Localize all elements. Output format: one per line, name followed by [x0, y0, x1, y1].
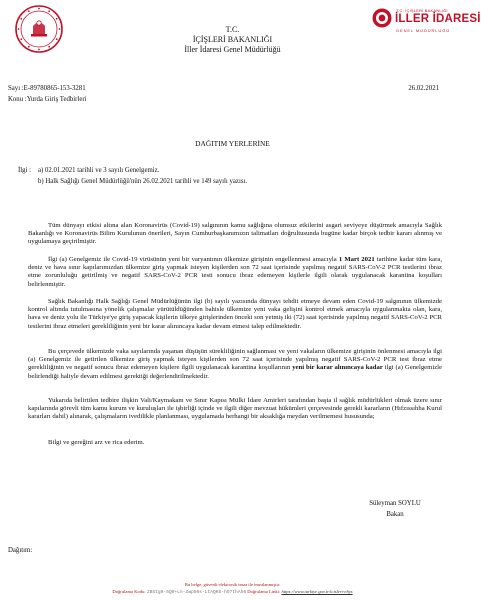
- signatory-title: Bakan: [386, 511, 404, 518]
- footer-verification-code: 2BStg9-5Q0+Ln-Zwp50s-LtAQK6-hO7thAh6: [146, 590, 247, 595]
- distribution-label: Dağıtım:: [8, 547, 33, 554]
- body-paragraph-2-text-a: İlgi (a) Genelgemiz ile Covid-19 virüsünün yeni bir varyantının ülkemize girişinin engellenmesi amacıyla: [48, 256, 339, 263]
- body-paragraph-2-date: 1 Mart 2021: [338, 256, 375, 263]
- body-paragraph-6: [28, 439, 442, 447]
- document-number: Sayı :E-89780865-153-3281: [8, 85, 86, 92]
- body-paragraph-4-emphasis: yeni bir karar alınıncaya kadar: [292, 364, 383, 372]
- reference-label: İlgi :: [18, 167, 32, 174]
- body-paragraph-5-text: Yukarıda belirtilen tedbire ilişkin Vali/Kaymakam ve Sınır Kapısı Mülki İdare Amirleri tarafından başta il sağlık müdürlükleri olmak üzere sınır kapılarında görevli tüm kamu kurum ve kuruluşları ile işbirliği içinde ve ilgili diğer mevzuat hükümleri çerçevesinde gerekli kararların (Hıfzıssıhha Kurul kararları dahil) alınarak, çalışmaların ivedilikle planlanması, uygulamada herhangi bir aksaklığa meydan verilmemesi hususunda;: [28, 397, 442, 421]
- body-paragraph-3-text: Sağlık Bakanlığı Halk Sağlığı Genel Müdürlüğünün ilgi (b) sayılı yazısında dünyayı tehdit etmeye devam eden Covid-19 salgınının ülkemizde kontrol altında tutulmasına yönelik çalışmalar yürütüldüğünden bahisle ülkemize yeni vaka gelişini kontrol etmek amacıyla uygulanmakta olan, kara, hava ve deniz yolu ile Türkiye'ye giriş yapacak kişilerin ülkeye girişlerinden önceki son yetmiş iki (72) saat içerisinde yapılmış negatif SARS-CoV-2 PCR testlerini ibraz etmeleri gerekliliğinin yeni bir karar alınıncaya kadar devam etmesi talep edilmektedir.: [28, 298, 442, 330]
- header-tc: T.C.: [225, 25, 240, 34]
- document-date: 26.02.2021: [408, 85, 439, 92]
- body-paragraph-2-text-b: tarihine kadar tüm kara, deniz ve hava sınır kapılarımızdan ülkemize giriş yapmak isteyen kişilerden son 72 saat içerisinde yapılmış negatif SARS-CoV-2 PCR testlerini ibraz etme zorunluluğu getirilmiş ve negatif SARS-CoV-2 PCR testi sonucu ibraz edemeyen kişilerle ilgili olarak uygulanacak karantina koşulları belirlenmiştir.: [28, 256, 442, 288]
- body-paragraph-1: [28, 222, 442, 247]
- body-paragraph-5: [28, 397, 442, 422]
- signatory-name: Süleyman SOYLU: [369, 500, 421, 507]
- logo-main-text: İLLER İDARESİ: [395, 13, 481, 25]
- footer-code-label: Doğrulama Kodu:: [112, 589, 147, 594]
- document-subject: Konu :Yurda Giriş Tedbirleri: [8, 96, 87, 103]
- body-paragraph-4: [28, 348, 442, 381]
- footer-esign-note: Bu belge, güvenli elektronik imza ile imzalanmıştır.: [184, 582, 281, 587]
- footer-link-label: Doğrulama Linki:: [246, 589, 282, 594]
- body-paragraph-4-text-b: ilgi (a) Genelgemizle belirlendiği haliyle devam edilmesi gerektiği değerlendirilmektedir.: [28, 364, 442, 380]
- logo-top-text: T.C. İÇİŞLERİ BAKANLIĞI: [396, 8, 448, 13]
- reference-a: a) 02.01.2021 tarihli ve 3 sayılı Genelgemiz.: [38, 167, 160, 174]
- body-paragraph-4-text-a: Bu çerçevede ülkemizde vaka sayılarında yaşanan düşüşün sürekliliğinin sağlanması ve yeni vakaların ülkemize girişinin önlenmesi amacıyla ilgi (a) Genelgemiz ile getirilen ülkemize giriş yapmak isteyen kişilerden son 72 saat içerisinde yapılmış negatif SARS-CoV-2 PCR test ibraz etme gerekliliğinin ve negatif sonucu ibraz edemeyen kişilere ilgili uygulanacak karantina koşullarının: [28, 348, 442, 372]
- body-paragraph-3: [28, 298, 442, 331]
- body-paragraph-1-text: Tüm dünyayı etkisi altına alan Koronavirüs (Covid-19) salgınının kamu sağlığına olumsuz etkilerini asgari seviyeye düşürmek amacıyla Sağlık Bakanlığı ve Koronavirüs Bilim Kurulunun önerileri, Sayın Cumhurbaşkanımızın talimatları doğrultusunda bugüne kadar birçok tedbir kararı alınmış ve uygulamaya geçirilmiştir.: [28, 222, 442, 246]
- reference-b: b) Halk Sağlığı Genel Müdürlüğü'nün 26.02.2021 tarihli ve 149 sayılı yazısı.: [38, 178, 248, 185]
- header-ministry: İÇİŞLERİ BAKANLIĞI: [192, 35, 273, 44]
- body-paragraph-2: [28, 256, 442, 289]
- header-directorate: İller İdaresi Genel Müdürlüğü: [184, 45, 281, 54]
- distribution-heading: DAĞITIM YERLERİNE: [195, 139, 270, 148]
- footer-verification: [0, 589, 465, 595]
- footer-verification-link[interactable]: https://www.turkiye.gov.tr/icisleri-ebys: [281, 589, 353, 594]
- logo-bottom-text: GENEL MÜDÜRLÜĞÜ: [396, 28, 451, 33]
- body-paragraph-6-text: Bilgi ve gereğini arz ve rica ederim.: [48, 439, 145, 446]
